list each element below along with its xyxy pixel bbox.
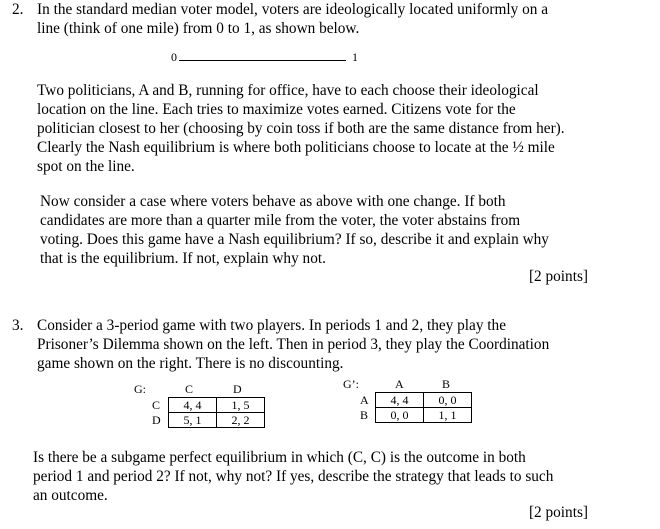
game-g-prime-cell-ba: 0, 0 — [376, 408, 424, 423]
q2-para3-line-1: Now consider a case where voters behave as above with one change. If both — [40, 193, 506, 210]
q3-intro-line-1: Consider a 3-period game with two players. In periods 1 and 2, they play the — [37, 317, 506, 334]
question-2-number: 2. — [12, 1, 24, 18]
q3-question-line-3: an outcome. — [33, 487, 108, 504]
q3-points: [2 points] — [528, 504, 588, 521]
q3-intro-line-2: Prisoner’s Dilemma shown on the left. Then in period 3, they play the Coordination — [37, 336, 550, 353]
q2-para2-line-3: politician closest to her (choosing by coin toss if both are the same distance from her). — [37, 120, 565, 137]
q2-intro-line-2: line (think of one mile) from 0 to 1, as shown below. — [37, 20, 360, 37]
game-g-col-c: C — [185, 382, 194, 396]
q3-question-line-1: Is there be a subgame perfect equilibrium in which (C, C) is the outcome in both — [33, 449, 526, 466]
question-3-number: 3. — [12, 317, 24, 334]
game-g-col-d: D — [233, 382, 242, 396]
q2-para2-line-2: location on the line. Each tries to maximize votes earned. Citizens vote for the — [37, 101, 516, 118]
game-g-prime-cell-ab: 0, 0 — [424, 393, 472, 408]
q3-question-line-2: period 1 and period 2? If not, why not? If yes, describe the strategy that leads to such — [33, 468, 554, 485]
q2-para2-line-5: spot on the line. — [37, 158, 135, 175]
q2-para3-line-4: that is the equilibrium. If not, explain why not. — [40, 250, 326, 267]
game-g-cell-cd: 1, 5 — [217, 398, 265, 413]
q2-para3-line-2: candidates are more than a quarter mile from the voter, the voter abstains from — [40, 212, 521, 229]
game-g-row-c: C — [152, 398, 161, 412]
game-g-prime-col-a: A — [395, 377, 404, 391]
game-g-row-d: D — [152, 413, 161, 427]
game-g-prime-col-b: B — [442, 377, 451, 391]
game-g-prime-row-a: A — [360, 393, 369, 407]
game-g-prime-row-b: B — [360, 408, 369, 422]
game-g-prime-payoff-matrix — [375, 392, 472, 423]
game-g-label: G: — [134, 382, 146, 396]
line-label-zero: 0 — [171, 50, 177, 64]
q2-intro-line-1: In the standard median voter model, voters are ideologically located uniformly on a — [37, 1, 549, 18]
game-g-prime-cell-aa: 4, 4 — [376, 393, 424, 408]
game-g-prime-label: G’: — [343, 377, 359, 391]
game-g-payoff-matrix — [168, 397, 265, 428]
q2-para3-line-3: voting. Does this game have a Nash equilibrium? If so, describe it and explain why — [40, 231, 549, 248]
q2-para2-line-1: Two politicians, A and B, running for office, have to each choose their ideological — [37, 82, 539, 99]
voter-line — [179, 60, 346, 61]
game-g-cell-dc: 5, 1 — [169, 413, 217, 428]
game-g-cell-cc: 4, 4 — [169, 398, 217, 413]
q3-intro-line-3: game shown on the right. There is no discounting. — [37, 355, 344, 372]
line-label-one: 1 — [352, 50, 358, 64]
q2-para2-line-4: Clearly the Nash equilibrium is where both politicians choose to locate at the ½ mile — [37, 139, 555, 156]
game-g-prime-cell-bb: 1, 1 — [424, 408, 472, 423]
game-g-cell-dd: 2, 2 — [217, 413, 265, 428]
q2-points: [2 points] — [528, 268, 588, 285]
